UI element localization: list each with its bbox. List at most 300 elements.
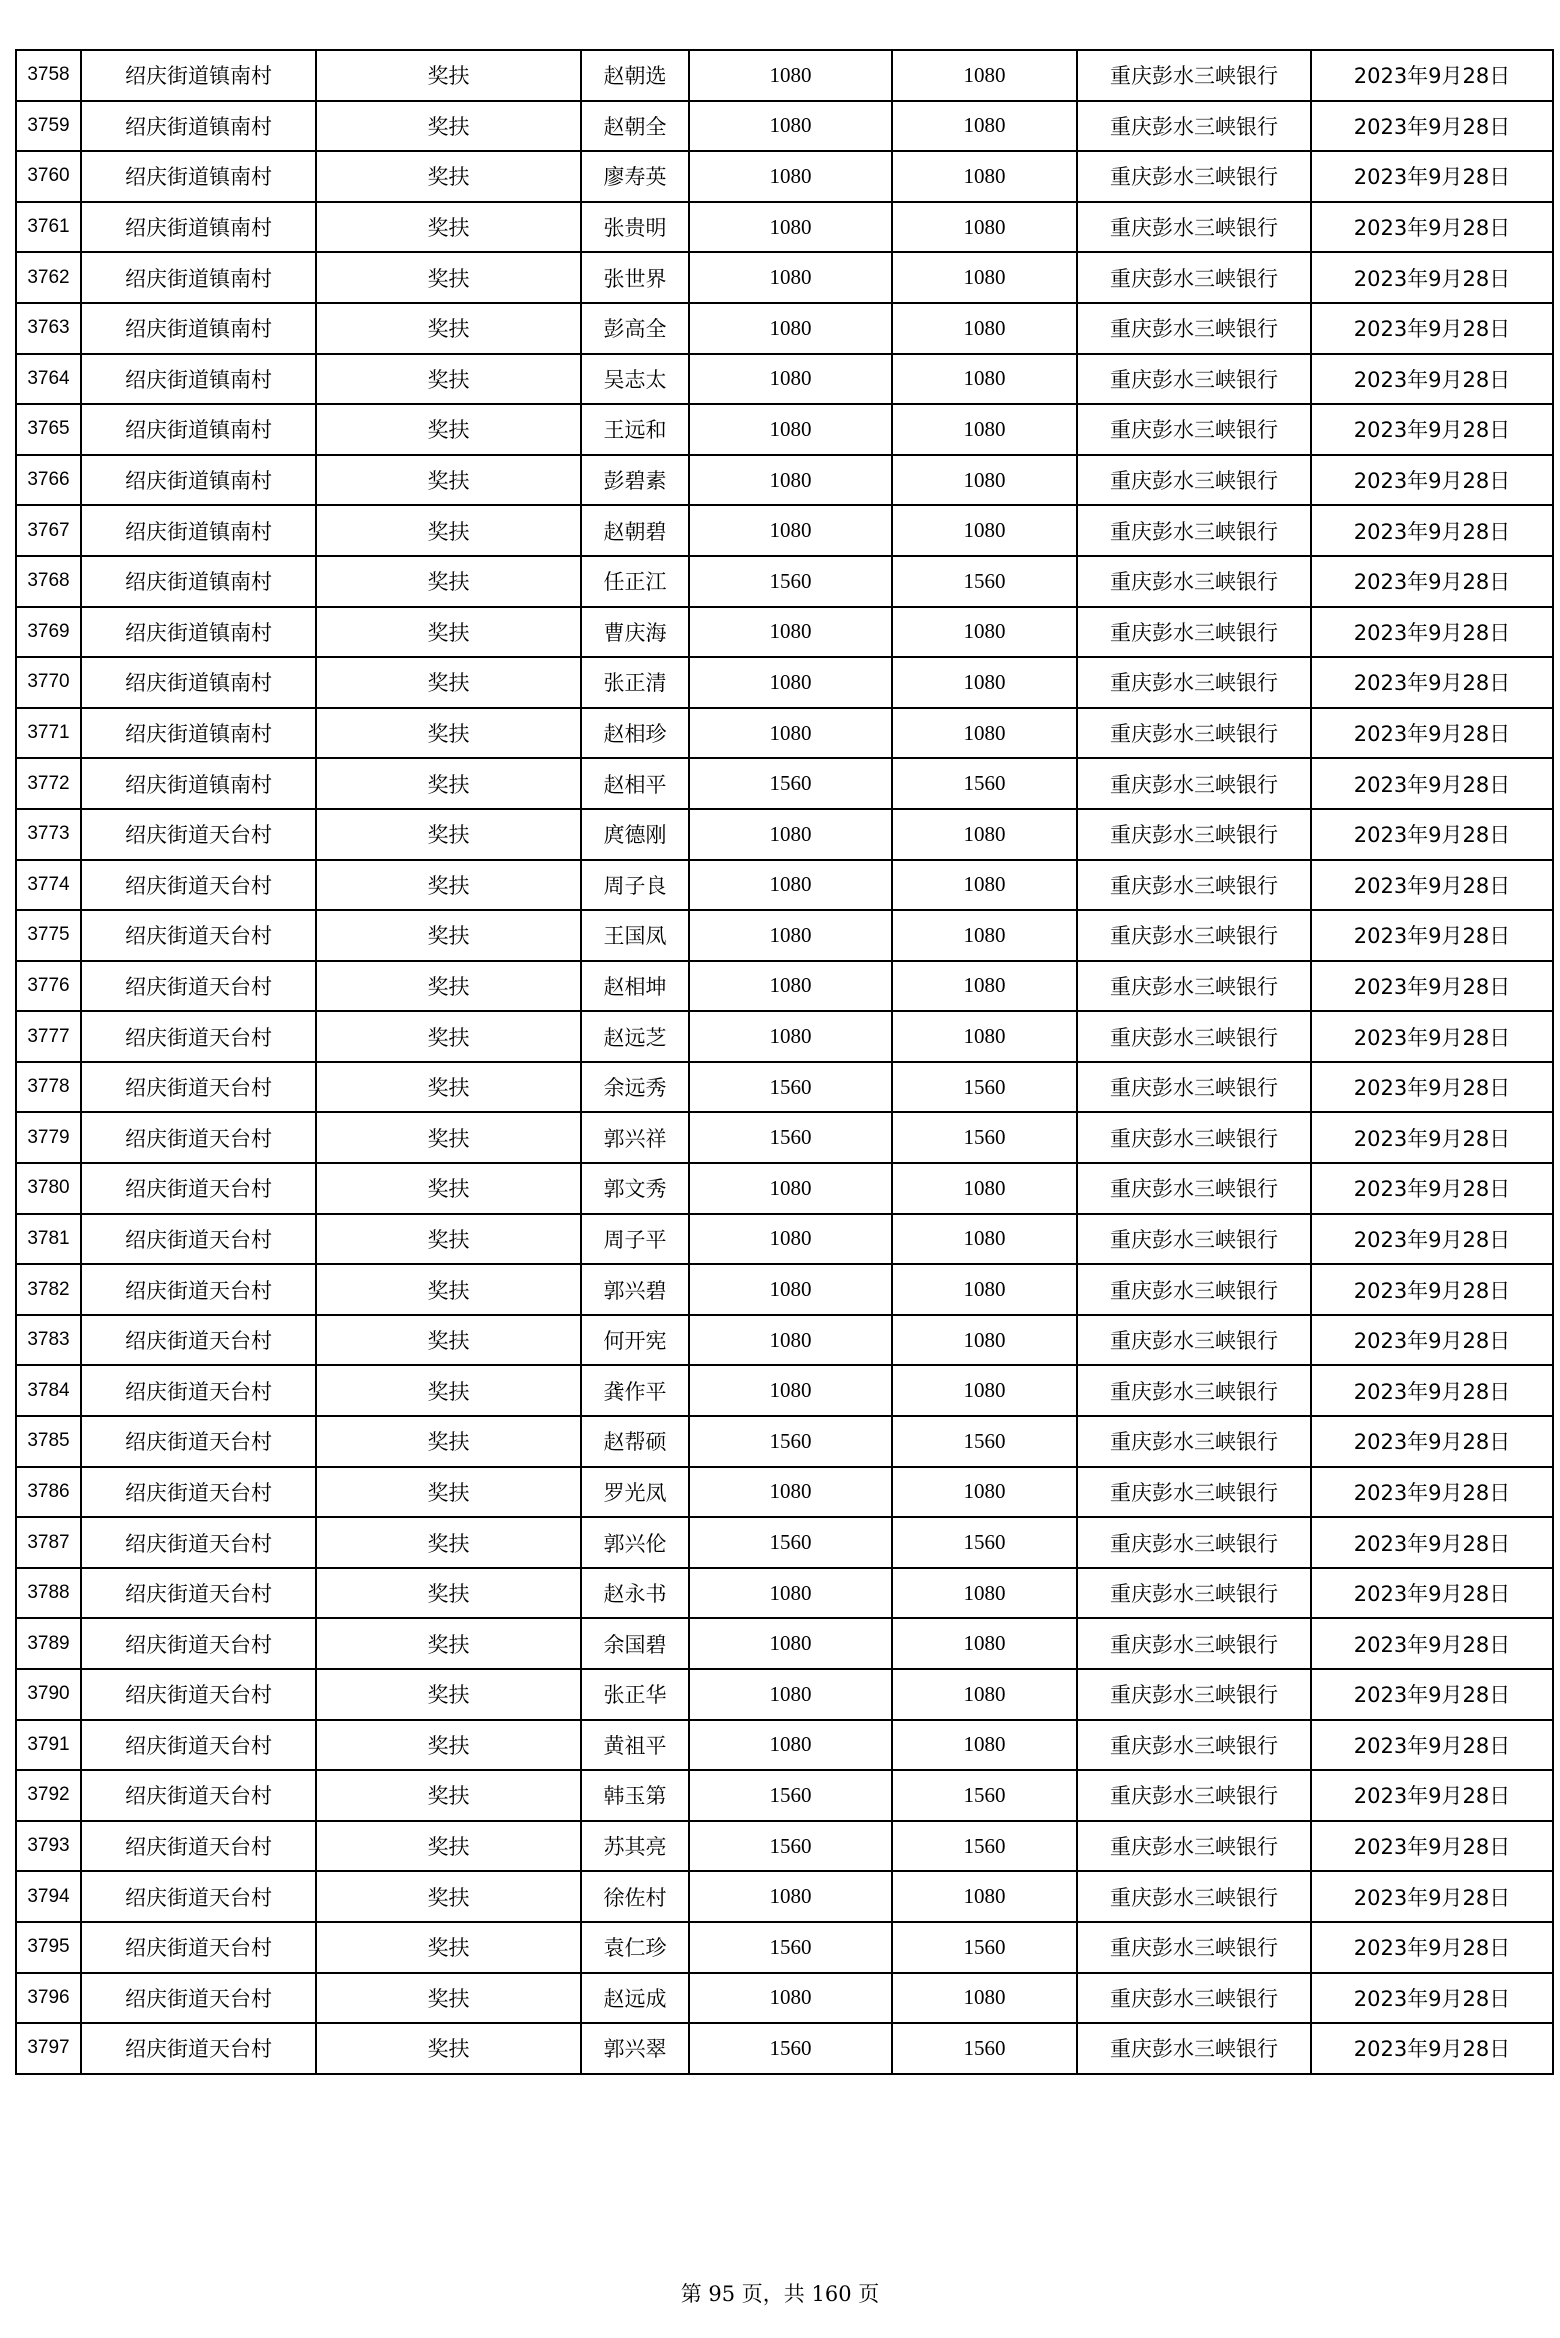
recipient-name-cell: 黄祖平 (581, 1720, 689, 1771)
subsidy-type-cell: 奖扶 (316, 505, 581, 556)
amount-cell: 1080 (689, 1669, 892, 1720)
amount-cell: 1080 (689, 1871, 892, 1922)
amount-cell: 1080 (689, 910, 892, 961)
table-row (16, 961, 1553, 1012)
paid-amount-cell: 1080 (892, 404, 1077, 455)
subsidy-type-cell: 奖扶 (316, 101, 581, 152)
table-row (16, 1720, 1553, 1771)
date-cell: 2023年9月28日 (1311, 252, 1553, 303)
recipient-name-cell: 赵朝碧 (581, 505, 689, 556)
date-cell: 2023年9月28日 (1311, 151, 1553, 202)
village-cell: 绍庆街道天台村 (81, 1517, 316, 1568)
table-row (16, 1568, 1553, 1619)
village-cell: 绍庆街道镇南村 (81, 202, 316, 253)
village-cell: 绍庆街道天台村 (81, 910, 316, 961)
row-number-cell: 3775 (16, 910, 81, 961)
subsidy-type-cell: 奖扶 (316, 1720, 581, 1771)
bank-cell: 重庆彭水三峡银行 (1077, 758, 1311, 809)
recipient-name-cell: 张正华 (581, 1669, 689, 1720)
page-number-footer: 第 95 页，共 160 页 (680, 2282, 880, 2306)
amount-cell: 1080 (689, 809, 892, 860)
row-number-cell: 3789 (16, 1618, 81, 1669)
table-body (16, 50, 1553, 2074)
village-cell: 绍庆街道镇南村 (81, 404, 316, 455)
recipient-name-cell: 郭兴碧 (581, 1264, 689, 1315)
bank-cell: 重庆彭水三峡银行 (1077, 1821, 1311, 1872)
date-cell: 2023年9月28日 (1311, 1871, 1553, 1922)
amount-cell: 1560 (689, 1112, 892, 1163)
bank-cell: 重庆彭水三峡银行 (1077, 202, 1311, 253)
subsidy-type-cell: 奖扶 (316, 1973, 581, 2024)
table-row (16, 1973, 1553, 2024)
date-cell: 2023年9月28日 (1311, 1618, 1553, 1669)
amount-cell: 1080 (689, 1214, 892, 1265)
recipient-name-cell: 赵远成 (581, 1973, 689, 2024)
subsidy-type-cell: 奖扶 (316, 1112, 581, 1163)
row-number-cell: 3766 (16, 455, 81, 506)
recipient-name-cell: 赵相珍 (581, 708, 689, 759)
subsidy-type-cell: 奖扶 (316, 1770, 581, 1821)
date-cell: 2023年9月28日 (1311, 1821, 1553, 1872)
subsidy-type-cell: 奖扶 (316, 607, 581, 658)
table-row (16, 505, 1553, 556)
amount-cell: 1560 (689, 1062, 892, 1113)
village-cell: 绍庆街道天台村 (81, 1062, 316, 1113)
subsidy-type-cell: 奖扶 (316, 961, 581, 1012)
village-cell: 绍庆街道天台村 (81, 1821, 316, 1872)
village-cell: 绍庆街道天台村 (81, 1315, 316, 1366)
subsidy-type-cell: 奖扶 (316, 1821, 581, 1872)
recipient-name-cell: 何开宪 (581, 1315, 689, 1366)
row-number-cell: 3770 (16, 657, 81, 708)
recipient-name-cell: 彭高全 (581, 303, 689, 354)
table-row (16, 252, 1553, 303)
paid-amount-cell: 1560 (892, 1112, 1077, 1163)
bank-cell: 重庆彭水三峡银行 (1077, 1871, 1311, 1922)
recipient-name-cell: 赵朝全 (581, 101, 689, 152)
date-cell: 2023年9月28日 (1311, 657, 1553, 708)
recipient-name-cell: 庹德刚 (581, 809, 689, 860)
village-cell: 绍庆街道天台村 (81, 1264, 316, 1315)
village-cell: 绍庆街道天台村 (81, 1467, 316, 1518)
amount-cell: 1080 (689, 1264, 892, 1315)
row-number-cell: 3783 (16, 1315, 81, 1366)
paid-amount-cell: 1080 (892, 455, 1077, 506)
bank-cell: 重庆彭水三峡银行 (1077, 1669, 1311, 1720)
table-row (16, 607, 1553, 658)
village-cell: 绍庆街道天台村 (81, 1011, 316, 1062)
village-cell: 绍庆街道镇南村 (81, 252, 316, 303)
recipient-name-cell: 徐佐村 (581, 1871, 689, 1922)
amount-cell: 1080 (689, 455, 892, 506)
bank-cell: 重庆彭水三峡银行 (1077, 1214, 1311, 1265)
row-number-cell: 3785 (16, 1416, 81, 1467)
table-row (16, 2023, 1553, 2074)
table-row (16, 708, 1553, 759)
village-cell: 绍庆街道天台村 (81, 2023, 316, 2074)
paid-amount-cell: 1560 (892, 2023, 1077, 2074)
table-row (16, 303, 1553, 354)
village-cell: 绍庆街道镇南村 (81, 50, 316, 101)
bank-cell: 重庆彭水三峡银行 (1077, 303, 1311, 354)
subsidy-type-cell: 奖扶 (316, 1011, 581, 1062)
bank-cell: 重庆彭水三峡银行 (1077, 1315, 1311, 1366)
date-cell: 2023年9月28日 (1311, 1416, 1553, 1467)
bank-cell: 重庆彭水三峡银行 (1077, 101, 1311, 152)
paid-amount-cell: 1080 (892, 1568, 1077, 1619)
date-cell: 2023年9月28日 (1311, 809, 1553, 860)
recipient-name-cell: 郭兴伦 (581, 1517, 689, 1568)
amount-cell: 1560 (689, 1922, 892, 1973)
row-number-cell: 3790 (16, 1669, 81, 1720)
date-cell: 2023年9月28日 (1311, 1011, 1553, 1062)
subsidy-type-cell: 奖扶 (316, 1922, 581, 1973)
amount-cell: 1560 (689, 1770, 892, 1821)
date-cell: 2023年9月28日 (1311, 202, 1553, 253)
bank-cell: 重庆彭水三峡银行 (1077, 1416, 1311, 1467)
date-cell: 2023年9月28日 (1311, 1669, 1553, 1720)
row-number-cell: 3773 (16, 809, 81, 860)
village-cell: 绍庆街道镇南村 (81, 101, 316, 152)
recipient-name-cell: 龚作平 (581, 1365, 689, 1416)
recipient-name-cell: 廖寿英 (581, 151, 689, 202)
date-cell: 2023年9月28日 (1311, 455, 1553, 506)
subsidy-type-cell: 奖扶 (316, 758, 581, 809)
village-cell: 绍庆街道镇南村 (81, 556, 316, 607)
table-row (16, 809, 1553, 860)
date-cell: 2023年9月28日 (1311, 1315, 1553, 1366)
row-number-cell: 3778 (16, 1062, 81, 1113)
date-cell: 2023年9月28日 (1311, 1770, 1553, 1821)
table-row (16, 657, 1553, 708)
date-cell: 2023年9月28日 (1311, 303, 1553, 354)
paid-amount-cell: 1080 (892, 1365, 1077, 1416)
date-cell: 2023年9月28日 (1311, 1922, 1553, 1973)
paid-amount-cell: 1080 (892, 354, 1077, 405)
subsidy-type-cell: 奖扶 (316, 1517, 581, 1568)
row-number-cell: 3780 (16, 1163, 81, 1214)
paid-amount-cell: 1560 (892, 1062, 1077, 1113)
village-cell: 绍庆街道镇南村 (81, 354, 316, 405)
row-number-cell: 3761 (16, 202, 81, 253)
village-cell: 绍庆街道镇南村 (81, 758, 316, 809)
paid-amount-cell: 1080 (892, 151, 1077, 202)
date-cell: 2023年9月28日 (1311, 404, 1553, 455)
recipient-name-cell: 郭兴翠 (581, 2023, 689, 2074)
paid-amount-cell: 1080 (892, 657, 1077, 708)
row-number-cell: 3784 (16, 1365, 81, 1416)
recipient-name-cell: 周子平 (581, 1214, 689, 1265)
subsidy-type-cell: 奖扶 (316, 50, 581, 101)
village-cell: 绍庆街道镇南村 (81, 303, 316, 354)
date-cell: 2023年9月28日 (1311, 961, 1553, 1012)
recipient-name-cell: 赵朝选 (581, 50, 689, 101)
row-number-cell: 3758 (16, 50, 81, 101)
subsidy-type-cell: 奖扶 (316, 556, 581, 607)
date-cell: 2023年9月28日 (1311, 910, 1553, 961)
row-number-cell: 3776 (16, 961, 81, 1012)
recipient-name-cell: 罗光凤 (581, 1467, 689, 1518)
bank-cell: 重庆彭水三峡银行 (1077, 1922, 1311, 1973)
amount-cell: 1080 (689, 50, 892, 101)
amount-cell: 1080 (689, 708, 892, 759)
subsidy-type-cell: 奖扶 (316, 404, 581, 455)
bank-cell: 重庆彭水三峡银行 (1077, 1568, 1311, 1619)
recipient-name-cell: 彭碧素 (581, 455, 689, 506)
recipient-name-cell: 吴志太 (581, 354, 689, 405)
bank-cell: 重庆彭水三峡银行 (1077, 1517, 1311, 1568)
amount-cell: 1080 (689, 1011, 892, 1062)
row-number-cell: 3786 (16, 1467, 81, 1518)
recipient-name-cell: 张世界 (581, 252, 689, 303)
date-cell: 2023年9月28日 (1311, 354, 1553, 405)
table-row (16, 556, 1553, 607)
row-number-cell: 3763 (16, 303, 81, 354)
village-cell: 绍庆街道天台村 (81, 1365, 316, 1416)
amount-cell: 1080 (689, 961, 892, 1012)
date-cell: 2023年9月28日 (1311, 50, 1553, 101)
table-row (16, 1922, 1553, 1973)
bank-cell: 重庆彭水三峡银行 (1077, 809, 1311, 860)
recipient-name-cell: 赵相平 (581, 758, 689, 809)
subsidy-type-cell: 奖扶 (316, 1062, 581, 1113)
table-row (16, 1163, 1553, 1214)
recipient-name-cell: 赵永书 (581, 1568, 689, 1619)
bank-cell: 重庆彭水三峡银行 (1077, 961, 1311, 1012)
bank-cell: 重庆彭水三峡银行 (1077, 1062, 1311, 1113)
record-table (15, 49, 1554, 2075)
bank-cell: 重庆彭水三峡银行 (1077, 1467, 1311, 1518)
table-row (16, 151, 1553, 202)
paid-amount-cell: 1080 (892, 1720, 1077, 1771)
subsidy-type-cell: 奖扶 (316, 1315, 581, 1366)
recipient-name-cell: 周子良 (581, 860, 689, 911)
paid-amount-cell: 1080 (892, 505, 1077, 556)
bank-cell: 重庆彭水三峡银行 (1077, 404, 1311, 455)
bank-cell: 重庆彭水三峡银行 (1077, 1163, 1311, 1214)
date-cell: 2023年9月28日 (1311, 1568, 1553, 1619)
paid-amount-cell: 1080 (892, 1264, 1077, 1315)
row-number-cell: 3767 (16, 505, 81, 556)
amount-cell: 1080 (689, 657, 892, 708)
bank-cell: 重庆彭水三峡银行 (1077, 708, 1311, 759)
date-cell: 2023年9月28日 (1311, 1365, 1553, 1416)
date-cell: 2023年9月28日 (1311, 2023, 1553, 2074)
subsidy-type-cell: 奖扶 (316, 1214, 581, 1265)
recipient-name-cell: 王远和 (581, 404, 689, 455)
row-number-cell: 3791 (16, 1720, 81, 1771)
amount-cell: 1080 (689, 1163, 892, 1214)
recipient-name-cell: 赵远芝 (581, 1011, 689, 1062)
bank-cell: 重庆彭水三峡银行 (1077, 860, 1311, 911)
recipient-name-cell: 任正江 (581, 556, 689, 607)
village-cell: 绍庆街道天台村 (81, 1871, 316, 1922)
bank-cell: 重庆彭水三峡银行 (1077, 1720, 1311, 1771)
paid-amount-cell: 1080 (892, 252, 1077, 303)
subsidy-type-cell: 奖扶 (316, 1618, 581, 1669)
date-cell: 2023年9月28日 (1311, 1720, 1553, 1771)
amount-cell: 1560 (689, 758, 892, 809)
date-cell: 2023年9月28日 (1311, 860, 1553, 911)
paid-amount-cell: 1080 (892, 1467, 1077, 1518)
paid-amount-cell: 1080 (892, 809, 1077, 860)
amount-cell: 1080 (689, 1973, 892, 2024)
table-row (16, 1618, 1553, 1669)
amount-cell: 1080 (689, 1618, 892, 1669)
date-cell: 2023年9月28日 (1311, 1264, 1553, 1315)
subsidy-type-cell: 奖扶 (316, 1365, 581, 1416)
amount-cell: 1560 (689, 1416, 892, 1467)
bank-cell: 重庆彭水三峡银行 (1077, 910, 1311, 961)
table-row (16, 1214, 1553, 1265)
date-cell: 2023年9月28日 (1311, 1163, 1553, 1214)
amount-cell: 1080 (689, 354, 892, 405)
paid-amount-cell: 1080 (892, 1871, 1077, 1922)
row-number-cell: 3787 (16, 1517, 81, 1568)
subsidy-type-cell: 奖扶 (316, 2023, 581, 2074)
paid-amount-cell: 1560 (892, 1922, 1077, 1973)
table-row (16, 101, 1553, 152)
table-row (16, 910, 1553, 961)
paid-amount-cell: 1080 (892, 961, 1077, 1012)
date-cell: 2023年9月28日 (1311, 101, 1553, 152)
subsidy-type-cell: 奖扶 (316, 1568, 581, 1619)
amount-cell: 1560 (689, 1821, 892, 1872)
village-cell: 绍庆街道天台村 (81, 1416, 316, 1467)
table-row (16, 758, 1553, 809)
row-number-cell: 3760 (16, 151, 81, 202)
amount-cell: 1080 (689, 101, 892, 152)
recipient-name-cell: 袁仁珍 (581, 1922, 689, 1973)
table-row (16, 1011, 1553, 1062)
date-cell: 2023年9月28日 (1311, 758, 1553, 809)
amount-cell: 1080 (689, 303, 892, 354)
amount-cell: 1080 (689, 860, 892, 911)
amount-cell: 1560 (689, 2023, 892, 2074)
village-cell: 绍庆街道镇南村 (81, 708, 316, 759)
paid-amount-cell: 1560 (892, 1770, 1077, 1821)
row-number-cell: 3794 (16, 1871, 81, 1922)
row-number-cell: 3768 (16, 556, 81, 607)
amount-cell: 1080 (689, 202, 892, 253)
paid-amount-cell: 1560 (892, 1517, 1077, 1568)
subsidy-type-cell: 奖扶 (316, 809, 581, 860)
paid-amount-cell: 1080 (892, 1214, 1077, 1265)
recipient-name-cell: 余远秀 (581, 1062, 689, 1113)
amount-cell: 1080 (689, 1720, 892, 1771)
paid-amount-cell: 1080 (892, 708, 1077, 759)
subsidy-type-cell: 奖扶 (316, 202, 581, 253)
bank-cell: 重庆彭水三峡银行 (1077, 1264, 1311, 1315)
row-number-cell: 3771 (16, 708, 81, 759)
recipient-name-cell: 曹庆海 (581, 607, 689, 658)
amount-cell: 1080 (689, 1365, 892, 1416)
table-row (16, 1669, 1553, 1720)
date-cell: 2023年9月28日 (1311, 1467, 1553, 1518)
paid-amount-cell: 1080 (892, 1669, 1077, 1720)
paid-amount-cell: 1560 (892, 1416, 1077, 1467)
row-number-cell: 3796 (16, 1973, 81, 2024)
paid-amount-cell: 1080 (892, 1973, 1077, 2024)
row-number-cell: 3781 (16, 1214, 81, 1265)
amount-cell: 1080 (689, 607, 892, 658)
amount-cell: 1080 (689, 1467, 892, 1518)
bank-cell: 重庆彭水三峡银行 (1077, 151, 1311, 202)
paid-amount-cell: 1080 (892, 50, 1077, 101)
village-cell: 绍庆街道天台村 (81, 1214, 316, 1265)
subsidy-type-cell: 奖扶 (316, 657, 581, 708)
row-number-cell: 3779 (16, 1112, 81, 1163)
paid-amount-cell: 1080 (892, 860, 1077, 911)
bank-cell: 重庆彭水三峡银行 (1077, 2023, 1311, 2074)
subsidy-type-cell: 奖扶 (316, 860, 581, 911)
subsidy-type-cell: 奖扶 (316, 708, 581, 759)
village-cell: 绍庆街道天台村 (81, 860, 316, 911)
paid-amount-cell: 1080 (892, 1163, 1077, 1214)
row-number-cell: 3792 (16, 1770, 81, 1821)
row-number-cell: 3793 (16, 1821, 81, 1872)
amount-cell: 1080 (689, 404, 892, 455)
paid-amount-cell: 1080 (892, 101, 1077, 152)
table-row (16, 1416, 1553, 1467)
table-row (16, 1365, 1553, 1416)
village-cell: 绍庆街道天台村 (81, 1922, 316, 1973)
table-row (16, 455, 1553, 506)
table-row (16, 1821, 1553, 1872)
bank-cell: 重庆彭水三峡银行 (1077, 1618, 1311, 1669)
table-row (16, 1517, 1553, 1568)
recipient-name-cell: 赵相坤 (581, 961, 689, 1012)
recipient-name-cell: 郭兴祥 (581, 1112, 689, 1163)
date-cell: 2023年9月28日 (1311, 1062, 1553, 1113)
subsidy-type-cell: 奖扶 (316, 1416, 581, 1467)
row-number-cell: 3772 (16, 758, 81, 809)
date-cell: 2023年9月28日 (1311, 1517, 1553, 1568)
table-row (16, 860, 1553, 911)
table-row (16, 1112, 1553, 1163)
bank-cell: 重庆彭水三峡银行 (1077, 607, 1311, 658)
subsidy-type-cell: 奖扶 (316, 151, 581, 202)
village-cell: 绍庆街道镇南村 (81, 607, 316, 658)
recipient-name-cell: 余国碧 (581, 1618, 689, 1669)
subsidy-type-cell: 奖扶 (316, 252, 581, 303)
row-number-cell: 3759 (16, 101, 81, 152)
amount-cell: 1560 (689, 556, 892, 607)
village-cell: 绍庆街道天台村 (81, 1669, 316, 1720)
subsidy-type-cell: 奖扶 (316, 910, 581, 961)
bank-cell: 重庆彭水三峡银行 (1077, 1112, 1311, 1163)
village-cell: 绍庆街道镇南村 (81, 657, 316, 708)
bank-cell: 重庆彭水三峡银行 (1077, 252, 1311, 303)
bank-cell: 重庆彭水三峡银行 (1077, 505, 1311, 556)
paid-amount-cell: 1560 (892, 556, 1077, 607)
paid-amount-cell: 1080 (892, 1618, 1077, 1669)
amount-cell: 1080 (689, 151, 892, 202)
row-number-cell: 3795 (16, 1922, 81, 1973)
village-cell: 绍庆街道天台村 (81, 1163, 316, 1214)
village-cell: 绍庆街道镇南村 (81, 505, 316, 556)
date-cell: 2023年9月28日 (1311, 1973, 1553, 2024)
table-row (16, 202, 1553, 253)
village-cell: 绍庆街道天台村 (81, 1973, 316, 2024)
paid-amount-cell: 1560 (892, 758, 1077, 809)
table-row (16, 1264, 1553, 1315)
paid-amount-cell: 1080 (892, 202, 1077, 253)
date-cell: 2023年9月28日 (1311, 556, 1553, 607)
table-row (16, 1871, 1553, 1922)
paid-amount-cell: 1080 (892, 607, 1077, 658)
date-cell: 2023年9月28日 (1311, 1214, 1553, 1265)
